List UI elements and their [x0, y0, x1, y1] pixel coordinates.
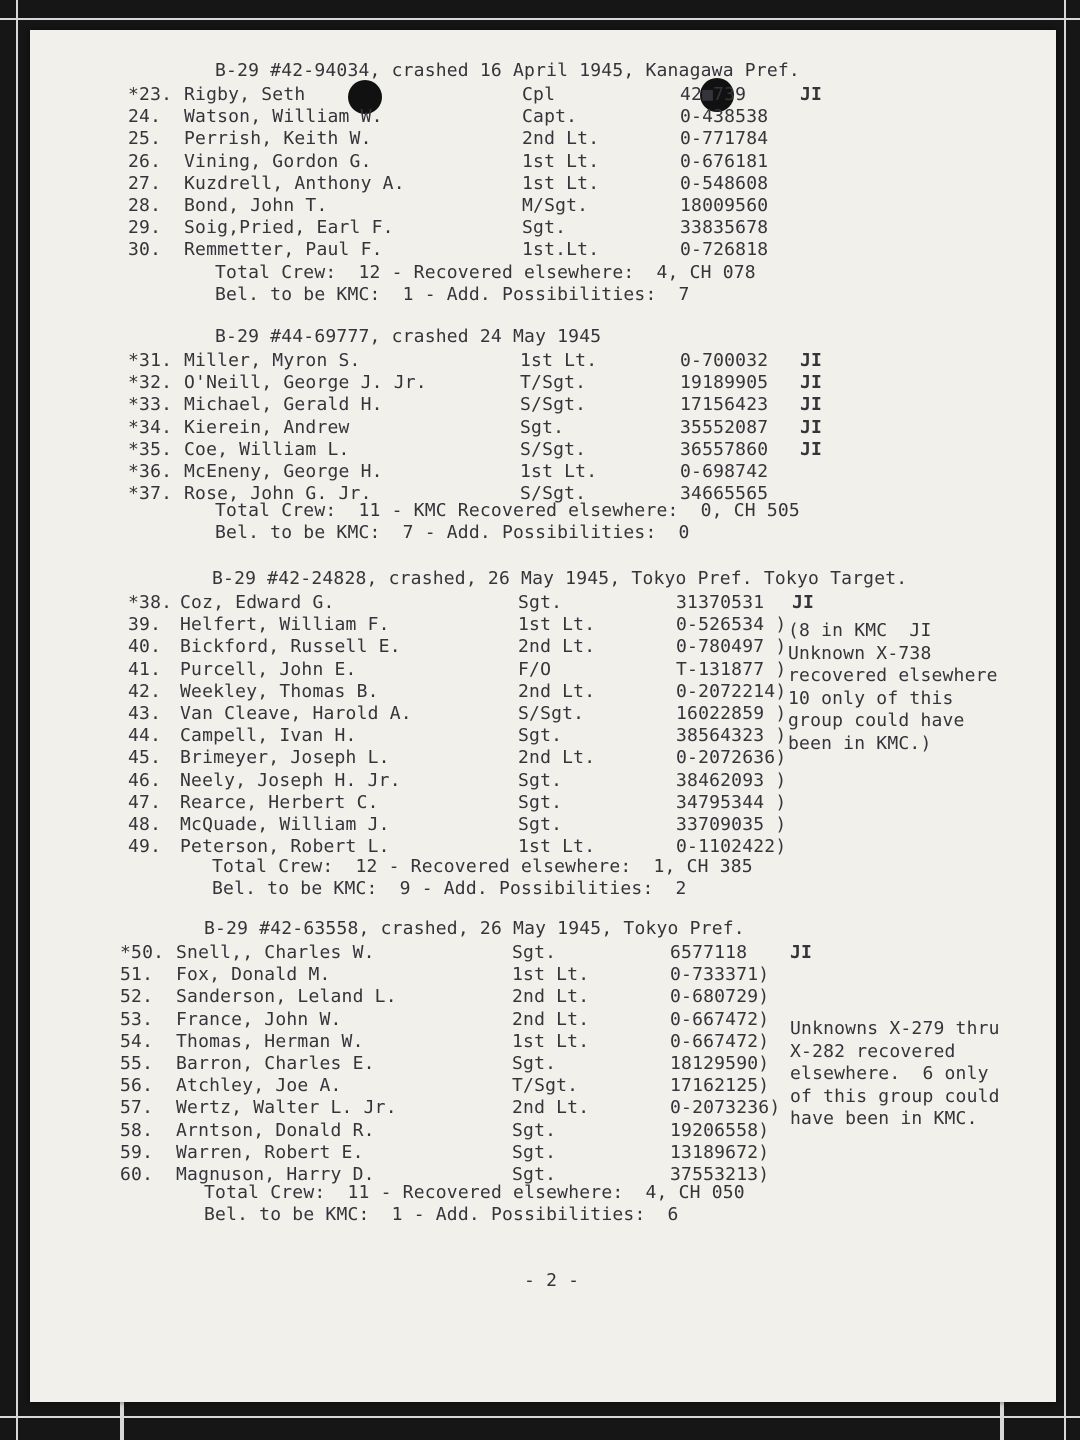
- crew-rank: 2nd Lt.: [518, 636, 596, 658]
- group-note-line: Unknown X-738: [788, 642, 932, 664]
- crew-name: Soig,Pried, Earl F.: [184, 217, 394, 239]
- serial-number: 0-667472): [670, 1008, 770, 1030]
- row-number: 53.: [120, 1008, 154, 1030]
- crew-rank: S/Sgt.: [518, 703, 585, 724]
- row-number: 57.: [120, 1097, 154, 1119]
- row-number: 44.: [128, 725, 162, 747]
- serial-number: 0-438538: [680, 106, 769, 128]
- crew-rank: F/O: [518, 658, 552, 680]
- row-number: 27.: [128, 172, 162, 194]
- crew-rank: 2nd Lt.: [518, 680, 596, 702]
- row-number: 54.: [120, 1030, 154, 1052]
- crew-rank: Sgt.: [512, 1141, 557, 1163]
- crew-name: Barron, Charles E.: [176, 1053, 375, 1074]
- crew-rank: Cpl: [522, 84, 556, 105]
- crew-rank: Sgt.: [522, 217, 567, 239]
- crew-rank: Sgt.: [512, 1053, 557, 1074]
- total-crew-line: Total Crew: 11 - KMC Recovered elsewhere: 0, CH 505: [215, 500, 800, 521]
- serial-number: 17162125): [670, 1075, 770, 1097]
- row-number: 39.: [128, 614, 162, 636]
- serial-number: 37553213): [670, 1164, 770, 1185]
- crew-rank: Capt.: [522, 106, 578, 128]
- row-number: *34.: [128, 416, 173, 438]
- crew-name: Bickford, Russell E.: [180, 636, 401, 658]
- row-number: 40.: [128, 636, 162, 658]
- serial-number: 0-680729): [670, 986, 770, 1008]
- row-number: 55.: [120, 1053, 154, 1074]
- crew-rank: 2nd Lt.: [512, 1097, 590, 1119]
- crew-rank: Sgt.: [518, 769, 563, 791]
- crew-rank: Sgt.: [512, 942, 557, 963]
- serial-number: 33835678: [680, 217, 769, 239]
- crew-name: Rearce, Herbert C.: [180, 791, 379, 813]
- crew-name: France, John W.: [176, 1008, 342, 1030]
- serial-number: 19206558): [670, 1119, 770, 1141]
- crew-name: Bond, John T.: [184, 195, 328, 216]
- crew-rank: S/Sgt.: [520, 438, 587, 460]
- serial-number: 0-2073236): [670, 1097, 781, 1119]
- row-number: 46.: [128, 769, 162, 791]
- serial-number: 34795344 ): [676, 791, 787, 813]
- total-crew-line: Total Crew: 12 - Recovered elsewhere: 4, CH 078: [215, 262, 756, 283]
- row-number: 26.: [128, 150, 162, 172]
- status-code: JI: [800, 394, 823, 416]
- serial-number: 13189672): [670, 1141, 770, 1163]
- crew-name: Kierein, Andrew: [184, 416, 350, 438]
- crew-rank: 2nd Lt.: [512, 986, 590, 1008]
- crew-rank: 1st Lt.: [522, 172, 600, 194]
- crew-name: Sanderson, Leland L.: [176, 986, 397, 1008]
- kmc-line: Bel. to be KMC: 9 - Add. Possibilities: 2: [212, 878, 687, 899]
- serial-number: 36557860: [680, 438, 769, 460]
- mat-grid-line: [16, 0, 18, 1440]
- crew-name: Rigby, Seth: [184, 84, 306, 105]
- kmc-line: Bel. to be KMC: 1 - Add. Possibilities: 6: [204, 1204, 679, 1225]
- crew-name: Michael, Gerald H.: [184, 394, 383, 416]
- crew-name: Weekley, Thomas B.: [180, 680, 379, 702]
- row-number: *33.: [128, 394, 173, 416]
- crew-name: Campell, Ivan H.: [180, 725, 357, 747]
- serial-number: T-131877 ): [676, 658, 787, 680]
- group-note-line: elsewhere. 6 only: [790, 1063, 989, 1084]
- row-number: 24.: [128, 106, 162, 128]
- crew-rank: 1st Lt.: [512, 964, 590, 986]
- crew-name: Warren, Robert E.: [176, 1141, 364, 1163]
- group-note-line: recovered elsewhere: [788, 665, 998, 686]
- group-note-line: been in KMC.): [788, 732, 932, 754]
- crew-name: Peterson, Robert L.: [180, 836, 390, 858]
- serial-number: 17156423: [680, 394, 769, 416]
- serial-number: 0-526534 ): [676, 614, 787, 636]
- serial-number: 0-698742: [680, 461, 769, 482]
- mat-grid-line: [0, 18, 1080, 20]
- crew-name: Perrish, Keith W.: [184, 128, 372, 150]
- crew-rank: 1st.Lt.: [522, 239, 600, 261]
- row-number: *32.: [128, 372, 173, 394]
- page-number: - 2 -: [524, 1270, 580, 1291]
- crew-rank: Sgt.: [518, 592, 563, 613]
- row-number: *38.: [128, 592, 173, 613]
- crew-rank: M/Sgt.: [522, 195, 589, 216]
- row-number: 52.: [120, 986, 154, 1008]
- crew-rank: 2nd Lt.: [522, 128, 600, 150]
- serial-number: 38462093 ): [676, 769, 787, 791]
- crew-name: O'Neill, George J. Jr.: [184, 372, 427, 394]
- crew-name: Magnuson, Harry D.: [176, 1164, 375, 1185]
- serial-number: 0-700032: [680, 350, 769, 371]
- crew-rank: S/Sgt.: [520, 483, 587, 505]
- serial-number: 0-726818: [680, 239, 769, 261]
- crew-name: Arntson, Donald R.: [176, 1119, 375, 1141]
- kmc-line: Bel. to be KMC: 1 - Add. Possibilities: 7: [215, 284, 690, 305]
- row-number: 25.: [128, 128, 162, 150]
- row-number: 28.: [128, 195, 162, 216]
- crew-rank: Sgt.: [518, 791, 563, 813]
- crew-name: Purcell, John E.: [180, 658, 357, 680]
- crew-name: Miller, Myron S.: [184, 350, 361, 371]
- crew-rank: T/Sgt.: [520, 372, 587, 394]
- total-crew-line: Total Crew: 12 - Recovered elsewhere: 1, CH 385: [212, 856, 753, 877]
- row-number: 43.: [128, 703, 162, 724]
- crew-name: Atchley, Joe A.: [176, 1075, 342, 1097]
- serial-number: 0-2072636): [676, 747, 787, 769]
- row-number: *36.: [128, 461, 173, 482]
- serial-number: 0-1102422): [676, 836, 787, 858]
- crew-name: Thomas, Herman W.: [176, 1030, 364, 1052]
- kmc-line: Bel. to be KMC: 7 - Add. Possibilities: 0: [215, 522, 690, 543]
- row-number: 58.: [120, 1119, 154, 1141]
- group-note-line: group could have: [788, 710, 965, 731]
- group-note-line: of this group could: [790, 1085, 1000, 1107]
- status-code: JI: [800, 438, 823, 460]
- crew-rank: Sgt.: [512, 1119, 557, 1141]
- serial-number: 6577118: [670, 942, 748, 963]
- serial-number: 0-676181: [680, 150, 769, 172]
- group-header: B-29 #42-94034, crashed 16 April 1945, Kanagawa Pref.: [215, 60, 800, 81]
- status-code: JI: [800, 416, 823, 438]
- total-crew-line: Total Crew: 11 - Recovered elsewhere: 4, CH 050: [204, 1182, 745, 1203]
- serial-number: 16022859 ): [676, 703, 787, 724]
- crew-name: Kuzdrell, Anthony A.: [184, 172, 405, 194]
- crew-rank: 2nd Lt.: [518, 747, 596, 769]
- crew-rank: Sgt.: [518, 814, 563, 835]
- serial-number: 34665565: [680, 483, 769, 505]
- status-code: JI: [800, 350, 823, 371]
- serial-number: 18129590): [670, 1053, 770, 1074]
- crew-name: McEneny, George H.: [184, 461, 383, 482]
- row-number: 59.: [120, 1141, 154, 1163]
- crew-name: Snell,, Charles W.: [176, 942, 375, 963]
- row-number: *37.: [128, 483, 173, 505]
- crew-rank: S/Sgt.: [520, 394, 587, 416]
- crew-rank: 2nd Lt.: [512, 1008, 590, 1030]
- group-note-line: X-282 recovered: [790, 1040, 956, 1062]
- crew-name: Coz, Edward G.: [180, 592, 335, 613]
- serial-number: 0-771784: [680, 128, 769, 150]
- row-number: 29.: [128, 217, 162, 239]
- row-number: 51.: [120, 964, 154, 986]
- crew-rank: Sgt.: [518, 725, 563, 747]
- row-number: 41.: [128, 658, 162, 680]
- crew-rank: Sgt.: [520, 416, 565, 438]
- row-number: *23.: [128, 84, 173, 105]
- serial-number: 35552087: [680, 416, 769, 438]
- status-code: JI: [800, 84, 823, 105]
- serial-number: 0-548608: [680, 172, 769, 194]
- status-code: JI: [790, 942, 813, 963]
- row-number: 56.: [120, 1075, 154, 1097]
- group-note-line: 10 only of this: [788, 687, 954, 709]
- serial-number: 0-733371): [670, 964, 770, 986]
- row-number: 48.: [128, 814, 162, 835]
- row-number: 49.: [128, 836, 162, 858]
- crew-name: Wertz, Walter L. Jr.: [176, 1097, 397, 1119]
- crew-name: Helfert, William F.: [180, 614, 390, 636]
- crew-rank: T/Sgt.: [512, 1075, 579, 1097]
- crew-name: McQuade, William J.: [180, 814, 390, 835]
- crew-name: Coe, William L.: [184, 438, 350, 460]
- crew-rank: 1st Lt.: [512, 1030, 590, 1052]
- serial-number: 33709035 ): [676, 814, 787, 835]
- serial-number: 0-2072214): [676, 680, 787, 702]
- group-note-line: Unknowns X-279 thru: [790, 1018, 1000, 1039]
- crew-rank: 1st Lt.: [518, 836, 596, 858]
- row-number: *50.: [120, 942, 165, 963]
- serial-number: 0-780497 ): [676, 636, 787, 658]
- crew-rank: Sgt.: [512, 1164, 557, 1185]
- serial-number: 38564323 ): [676, 725, 787, 747]
- status-code: JI: [800, 372, 823, 394]
- crew-rank: 1st Lt.: [522, 150, 600, 172]
- row-number: 47.: [128, 791, 162, 813]
- row-number: 30.: [128, 239, 162, 261]
- crew-name: Watson, William W.: [184, 106, 383, 128]
- serial-number: 19189905: [680, 372, 769, 394]
- crew-name: Van Cleave, Harold A.: [180, 703, 412, 724]
- row-number: 60.: [120, 1164, 154, 1185]
- serial-number: 18009560: [680, 195, 769, 216]
- group-header: B-29 #44-69777, crashed 24 May 1945: [215, 326, 602, 347]
- crew-rank: 1st Lt.: [518, 614, 596, 636]
- serial-number: 0-667472): [670, 1030, 770, 1052]
- crew-rank: 1st Lt.: [520, 350, 598, 371]
- serial-number: 42■739: [680, 84, 747, 105]
- crew-name: Brimeyer, Joseph L.: [180, 747, 390, 769]
- mat-grid-line: [1064, 0, 1066, 1440]
- crew-name: Fox, Donald M.: [176, 964, 331, 986]
- crew-rank: 1st Lt.: [520, 461, 598, 482]
- crew-name: Rose, John G. Jr.: [184, 483, 372, 505]
- group-note-line: have been in KMC.: [790, 1108, 978, 1129]
- group-header: B-29 #42-24828, crashed, 26 May 1945, Tokyo Pref. Tokyo Target.: [212, 568, 908, 589]
- row-number: 45.: [128, 747, 162, 769]
- crew-name: Remmetter, Paul F.: [184, 239, 383, 261]
- crew-name: Neely, Joseph H. Jr.: [180, 769, 401, 791]
- group-note-line: (8 in KMC JI: [788, 620, 932, 641]
- mat-grid-line: [0, 1416, 1080, 1418]
- crew-name: Vining, Gordon G.: [184, 150, 372, 172]
- row-number: *35.: [128, 438, 173, 460]
- row-number: *31.: [128, 350, 173, 371]
- group-header: B-29 #42-63558, crashed, 26 May 1945, Tokyo Pref.: [204, 918, 745, 939]
- status-code: JI: [792, 592, 815, 613]
- row-number: 42.: [128, 680, 162, 702]
- serial-number: 31370531: [676, 592, 765, 613]
